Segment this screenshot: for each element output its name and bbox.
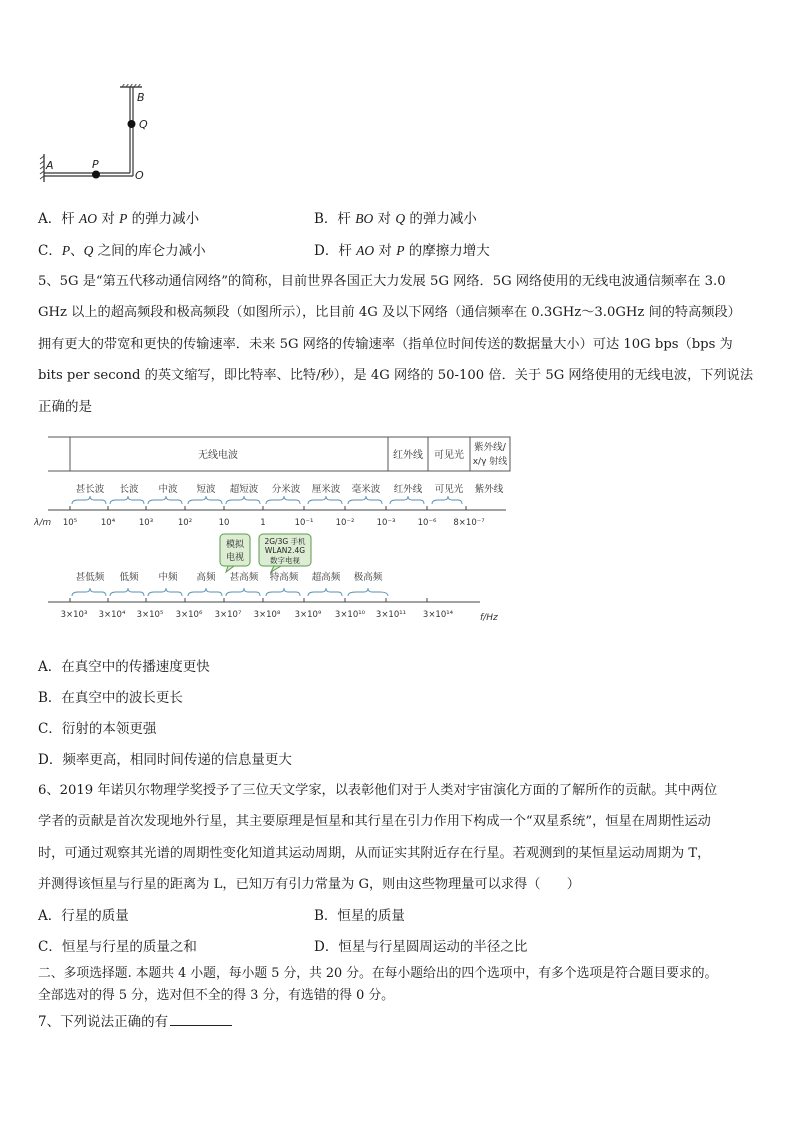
band-name: 低频 — [119, 572, 139, 583]
answer-blank — [170, 1013, 232, 1026]
freq-tick: 3×10¹¹ — [375, 610, 407, 620]
q5-option-b: B．在真空中的波长更长 — [38, 690, 183, 706]
band-name: 特高频 — [269, 572, 299, 583]
header-uv: 紫外线/ — [474, 442, 506, 453]
q6-option-c: C．恒星与行星的质量之和 — [38, 939, 197, 955]
lambda-tick: 10⁻³ — [376, 518, 396, 528]
lambda-tick: 1 — [260, 518, 266, 528]
freq-tick: 3×10⁵ — [136, 610, 164, 620]
lambda-axis-label: λ/m — [34, 518, 52, 528]
freq-tick: 3×10⁴ — [98, 610, 126, 620]
lambda-tick: 10³ — [138, 518, 154, 528]
freq-tick: 3×10¹⁴ — [422, 610, 454, 620]
lambda-tick: 10⁻² — [335, 518, 355, 528]
em-spectrum-figure — [34, 434, 514, 626]
section2-heading-line-1: 二、多项选择题. 本题共 4 小题，每小题 5 分，共 20 分。在每小题给出的四个选项中，有多个选项是符合题目要求的。 — [38, 966, 718, 981]
q5-stem-line-3: 拥有更大的带宽和更快的传输速率．未来 5G 网络的传输速率（指单位时间传送的数据量大小）可达 10G bps（bps 为 — [38, 337, 733, 352]
wave-name: 厘米波 — [311, 484, 341, 495]
q4-option-c: C．P、Q 之间的库仑力减小 — [38, 243, 206, 259]
lambda-tick: 8×10⁻⁷ — [453, 518, 485, 528]
q6-stem-line-1: 6、2019 年诺贝尔物理学奖授予了三位天文学家，以表彰他们对于人类对宇宙演化方面的了解所作的贡献。其中两位 — [38, 783, 718, 798]
q4-option-a: A．杆 AO 对 P 的弹力减小 — [38, 211, 200, 227]
band-name: 甚低频 — [75, 572, 105, 583]
wave-name: 分米波 — [271, 484, 301, 495]
lambda-tick: 10⁴ — [100, 518, 116, 528]
wave-name: 红外线 — [393, 484, 423, 495]
q5-stem-line-4: bits per second 的英文缩写，即比特率、比特/秒），是 4G 网络的 50-100 倍．关于 5G 网络使用的无线电波，下列说法 — [38, 368, 754, 383]
freq-tick: 3×10¹⁰ — [334, 610, 366, 620]
q6-option-a: A．行星的质量 — [38, 908, 129, 924]
wave-name: 甚长波 — [75, 484, 105, 495]
freq-axis-label: f/Hz — [480, 613, 498, 623]
q5-option-d: D．频率更高，相同时间传递的信息量更大 — [38, 752, 292, 768]
band-name: 极高频 — [353, 572, 383, 583]
q6-option-d: D．恒星与行星圆周运动的半径之比 — [314, 939, 528, 955]
label-o: O — [135, 169, 144, 182]
q5-stem-line-5: 正确的是 — [38, 399, 92, 415]
rod-figure — [38, 84, 168, 188]
band-name: 超高频 — [311, 572, 341, 583]
callout2-line3: 数字电视 — [270, 556, 300, 565]
q6-stem-line-3: 时，可通过观察其光谱的周期性变化知道其运动周期，从而证实其附近存在行星。若观测到的某恒星运动周期为 T， — [38, 846, 711, 861]
q4-option-d: D．杆 AO 对 P 的摩擦力增大 — [314, 243, 490, 259]
band-name: 中频 — [158, 572, 178, 583]
label-b: B — [137, 91, 145, 104]
band-name: 高频 — [196, 572, 216, 583]
lambda-tick: 10⁵ — [62, 518, 78, 528]
callout2-line1: 2G/3G 手机 — [264, 537, 306, 546]
lambda-tick: 10 — [218, 518, 230, 528]
q4-option-b: B．杆 BO 对 Q 的弹力减小 — [314, 211, 477, 227]
q5-option-c: C．衍射的本领更强 — [38, 721, 157, 737]
q6-option-b: B．恒星的质量 — [314, 908, 405, 924]
bead-p — [92, 171, 100, 179]
label-q: Q — [139, 118, 148, 131]
header-xray: x/γ 射线 — [472, 457, 508, 467]
callout2-line2: WLAN2.4G — [264, 546, 306, 555]
freq-tick: 3×10⁷ — [214, 610, 242, 620]
q6-stem-line-4: 并测得该恒星与行星的距离为 L，已知万有引力常量为 G，则由这些物理量可以求得（ ） — [38, 877, 580, 892]
lambda-tick: 10² — [177, 518, 193, 528]
q7-stem: 7、下列说法正确的有 — [38, 1010, 232, 1030]
wave-name: 可见光 — [434, 484, 464, 495]
section2-heading-line-2: 全部选对的得 5 分，选对但不全的得 3 分，有选错的得 0 分。 — [38, 988, 394, 1003]
header-infrared: 红外线 — [393, 450, 423, 461]
q5-option-a: A．在真空中的传播速度更快 — [38, 659, 210, 675]
wave-name: 中波 — [158, 484, 178, 495]
bead-q — [128, 120, 136, 128]
lambda-tick: 10⁻¹ — [294, 518, 314, 528]
freq-tick: 3×10⁶ — [175, 610, 203, 620]
wave-name: 毫米波 — [351, 484, 381, 495]
band-name: 甚高频 — [229, 572, 259, 583]
q6-stem-line-2: 学者的贡献是首次发现地外行星，其主要原理是恒星和其行星在引力作用下构成一个“双星系统”，恒星在周期性运动 — [38, 814, 711, 829]
label-a: A — [46, 159, 54, 172]
header-radio: 无线电波 — [198, 450, 238, 461]
freq-tick: 3×10⁸ — [253, 610, 281, 620]
label-p: P — [92, 158, 99, 171]
lambda-tick: 10⁻⁶ — [417, 518, 437, 528]
wave-name: 长波 — [119, 484, 139, 495]
freq-tick: 3×10³ — [60, 610, 88, 620]
q5-stem-line-2: GHz 以上的超高频段和极高频段（如图所示），比目前 4G 及以下网络（通信频率在 0.3GHz～3.0GHz 间的特高频段） — [38, 305, 741, 320]
wave-name: 短波 — [196, 484, 216, 495]
header-visible: 可见光 — [434, 450, 464, 461]
q5-stem-line-1: 5、5G 是“第五代移动通信网络”的简称，目前世界各国正大力发展 5G 网络．5G 网络使用的无线电波通信频率在 3.0 — [38, 274, 726, 289]
wave-name: 紫外线 — [474, 484, 504, 495]
wave-name: 超短波 — [229, 484, 259, 495]
callout1-line1: 模拟 — [225, 540, 245, 550]
freq-tick: 3×10⁹ — [294, 610, 322, 620]
callout1-line2: 电视 — [225, 553, 245, 563]
